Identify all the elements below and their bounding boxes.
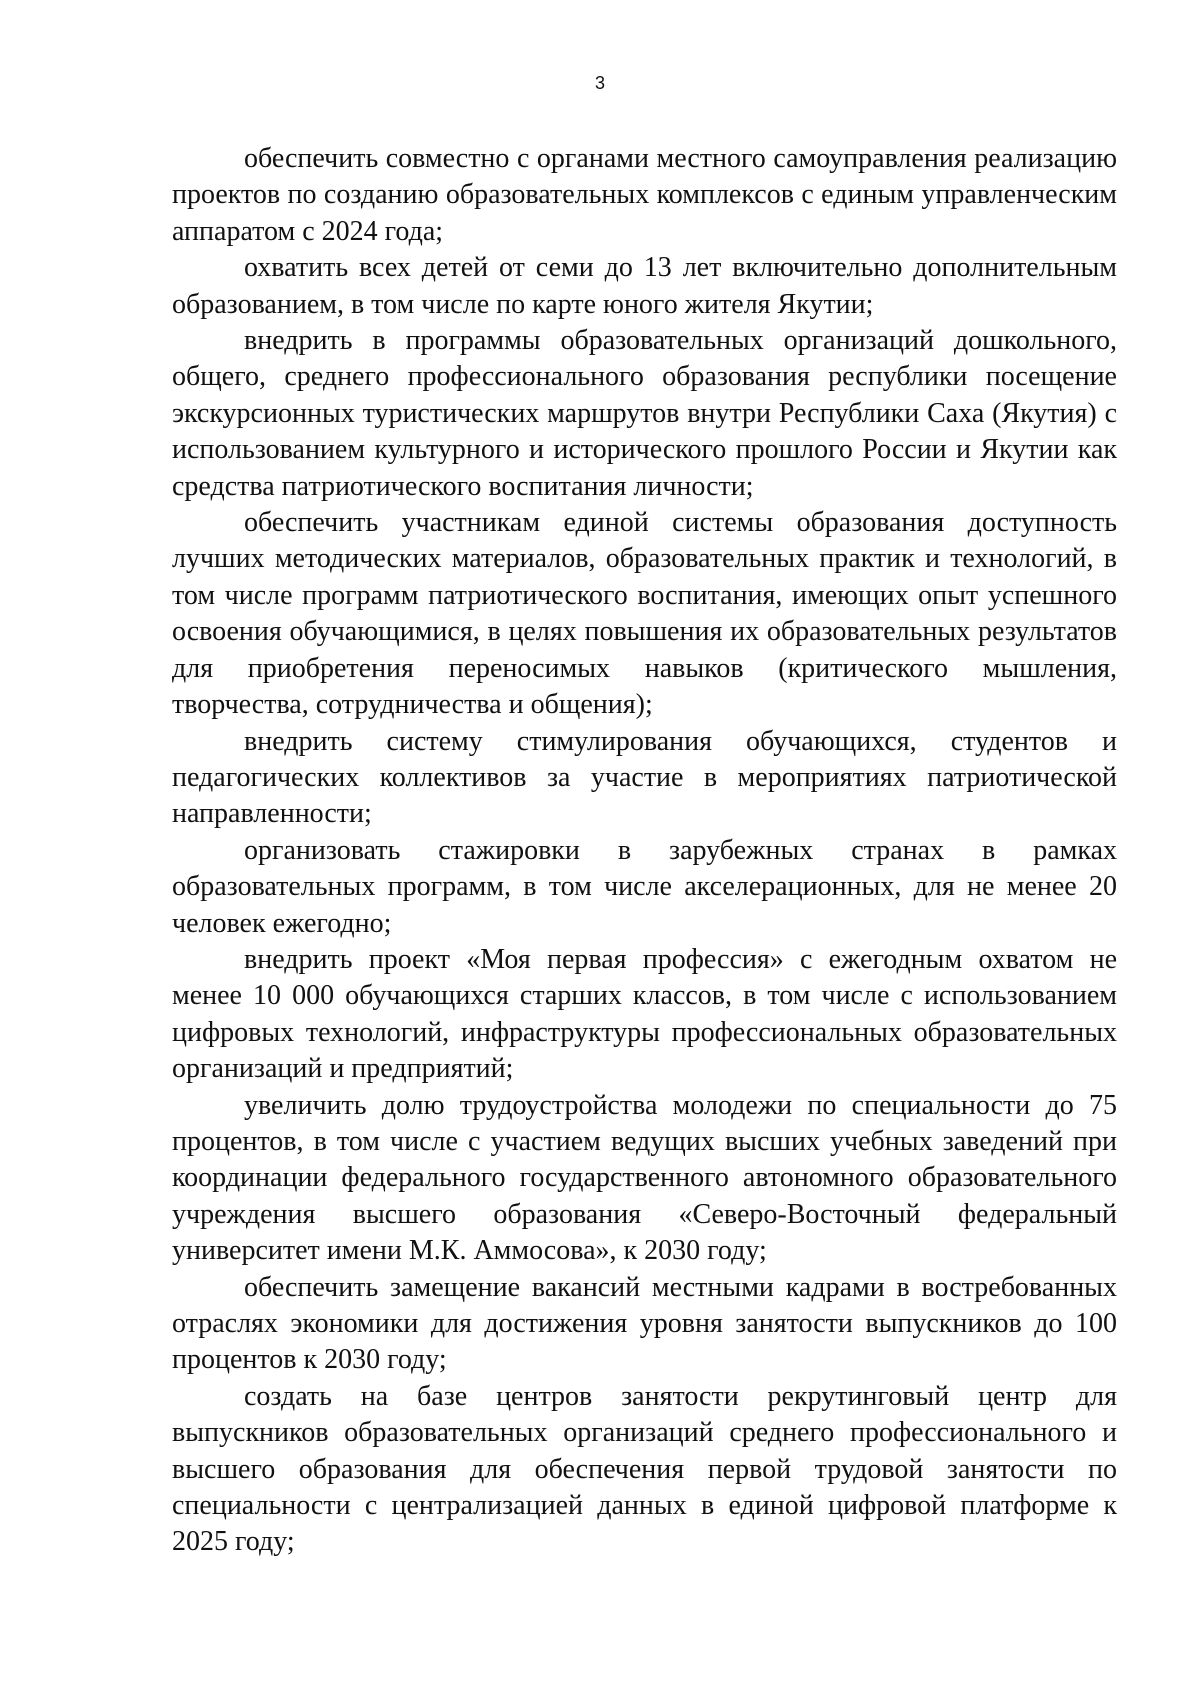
paragraph: внедрить в программы образовательных организаций дошкольного, общего, среднего профессионального образования республики посещение экскурсионных туристических маршрутов внутри Республики Саха (Якутия) с использованием культурного и исторического прошлого России и Якутии как средства патриотического воспитания личности; — [172, 325, 1117, 502]
paragraph: увеличить долю трудоустройства молодежи по специальности до 75 процентов, в том числе с участием ведущих высших учебных заведений при координации федерального государственного автономного образовательного учреждения высшего образования «Северо-Восточный федеральный университет имени М.К. Аммосова», к 2030 году; — [172, 1089, 1117, 1267]
page-number: 3 — [594, 73, 605, 93]
paragraph: обеспечить участникам единой системы образования доступность лучших методических материалов, образовательных практик и технологий, в том числе программ патриотического воспитания, имеющих опыт успешного освоения обучающимися, в целях повышения их образовательных результатов для приобретения переносимых навыков (критического мышления, творчества, сотрудничества и общения); — [172, 507, 1117, 721]
paragraph: внедрить систему стимулирования обучающихся, студентов и педагогических коллективов за участие в мероприятиях патриотической направленности; — [172, 725, 1117, 830]
paragraph: обеспечить совместно с органами местного самоуправления реализацию проектов по созданию образовательных комплексов с единым управленческим аппаратом с 2024 года; — [172, 143, 1117, 247]
paragraph: обеспечить замещение вакансий местными кадрами в востребованных отраслях экономики для достижения уровня занятости выпускников до 100 процентов к 2030 году; — [172, 1271, 1117, 1376]
paragraph: организовать стажировки в зарубежных странах в рамках образовательных программ, в том числе акселерационных, для не менее 20 человек ежегодно; — [172, 834, 1117, 939]
paragraph: создать на базе центров занятости рекрутинговый центр для выпускников образовательных организаций среднего профессионального и высшего образования для обеспечения первой трудовой занятости по специальности с централизацией данных в единой цифровой платформе к 2025 году; — [172, 1380, 1117, 1558]
paragraph: охватить всех детей от семи до 13 лет включительно дополнительным образованием, в том числе по карте юного жителя Якутии; — [172, 252, 1117, 320]
document-body — [172, 141, 1117, 1561]
paragraph: внедрить проект «Моя первая профессия» с ежегодным охватом не менее 10 000 обучающихся старших классов, в том числе с использованием цифровых технологий, инфраструктуры профессиональных образовательных организаций и предприятий; — [172, 943, 1117, 1085]
